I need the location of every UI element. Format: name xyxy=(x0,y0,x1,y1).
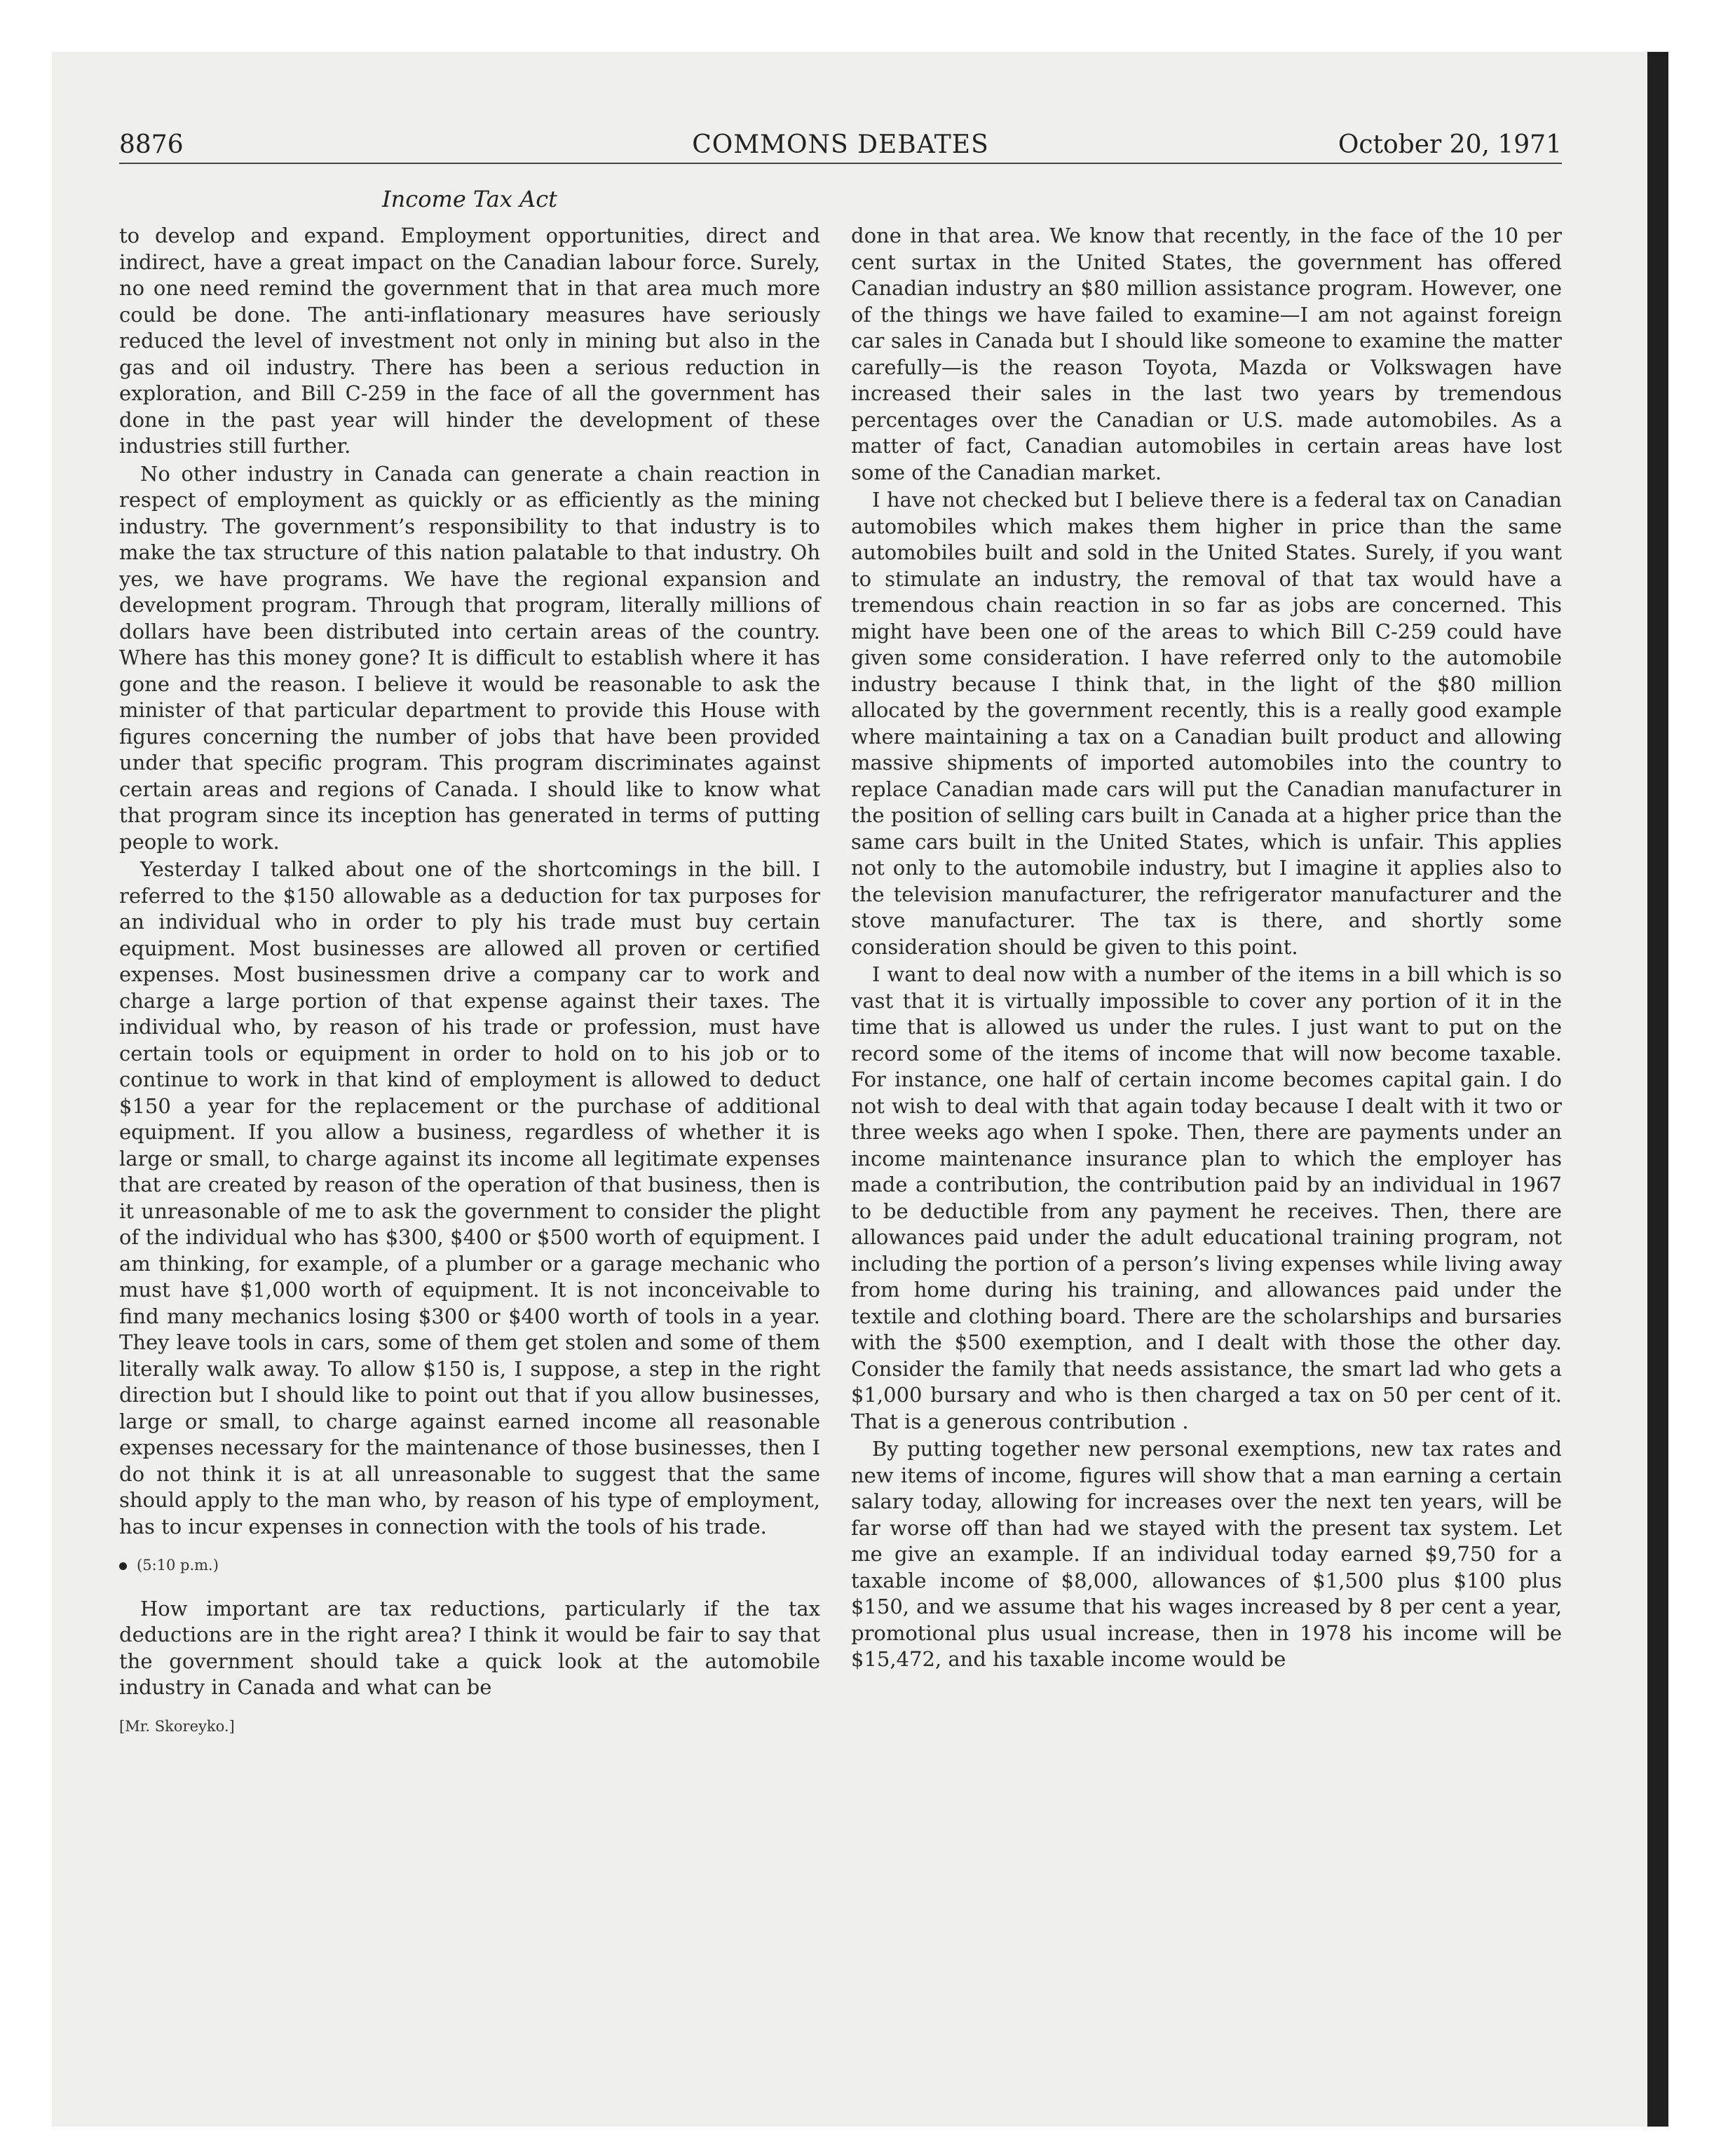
publication-title: COMMONS DEBATES xyxy=(692,130,989,159)
right-paragraph-2: I have not checked but I believe there is a federal tax on Canadian automobiles which makes them higher in price than the same automobiles built and sold in the United States. Surely, if you want to stimulate an industry, the removal of that tax would have a tremendous chain reaction in so far as jobs are concerned. This might have been one of the areas to which Bill C-259 could have given some consideration. I have referred only to the automobile industry because I think that, in the light of the $80 million allocated by the government recently, this is a really good example where maintaining a tax on a Canadian built product and allowing massive shipments of imported automobiles into the country to replace Canadian made cars will put the Canadian manufacturer in the position of selling cars built in Canada at a higher price than the same cars built in the United States, which is unfair. This applies not only to the automobile industry, but I imagine it applies also to the television manufacturer, the refrigerator manufacturer and the stove manufacturer. The tax is there, and shortly some consideration should be given to this point. xyxy=(851,488,1562,959)
section-title: Income Tax Act xyxy=(382,186,557,212)
page-number: 8876 xyxy=(119,130,184,159)
left-column xyxy=(119,223,820,1740)
page-header xyxy=(119,130,1562,164)
right-paragraph-4: By putting together new personal exemptions, new tax rates and new items of income, figures will show that a man earning a certain salary today, allowing for increases over the next ten years, will be far worse off than had we stayed with the present tax system. Let me give an example. If an individual today earned $9,750 for a taxable income of $8,000, allowances of $1,500 plus $100 plus $150, and we assume that his wages increased by 8 per cent a year, promotional plus usual increase, then in 1978 his income will be $15,472, and his taxable income would be xyxy=(851,1437,1562,1671)
right-paragraph-1: done in that area. We know that recently, in the face of the 10 per cent surtax in the United States, the government has offered Canadian industry an $80 million assistance program. However, one of the things we have failed to examine—I am not against foreign car sales in Canada but I should like someone to examine the matter carefully—is the reason Toyota, Mazda or Volkswagen have increased their sales in the last two years by tremendous percentages over the Canadian or U.S. made automobiles. As a matter of fact, Canadian automobiles in certain areas have lost some of the Canadian market. xyxy=(851,224,1562,484)
left-paragraph-1: to develop and expand. Employment opportunities, direct and indirect, have a great impact on the Canadian labour force. Surely, no one need remind the government that in that area much more could be done. The anti-inflationary measures have seriously reduced the level of investment not only in mining but also in the gas and oil industry. There has been a serious reduction in exploration, and Bill C-259 in the face of all the government has done in the past year will hinder the development of these industries still further. xyxy=(119,224,820,458)
right-paragraph-3: I want to deal now with a number of the items in a bill which is so vast that it is virtually impossible to cover any portion of it in the time that is allowed us under the rules. I just want to put on the record some of the items of income that will now become taxable. For instance, one half of certain income becomes capital gain. I do not wish to deal with that again today because I dealt with it two or three weeks ago when I spoke. Then, there are payments under an income maintenance insurance plan to which the employer has made a contribution, the contribution paid by an individual in 1967 to be deductible from any payment he receives. Then, there are allowances paid under the adult educational training program, not including the portion of a person’s living expenses while living away from home during his training, and allowances paid under the textile and clothing board. There are the scholarships and bursaries with the $500 exemption, and I dealt with those the other day. Consider the family that needs assistance, the smart lad who gets a $1,000 bursary and who is then charged a tax on 50 per cent of it. That is a generous contribution . xyxy=(851,962,1562,1433)
left-paragraph-3: Yesterday I talked about one of the shortcomings in the bill. I referred to the $150 allowable as a deduction for tax purposes for an individual who in order to ply his trade must buy certain equipment. Most businesses are allowed all proven or certified expenses. Most businessmen drive a company car to work and charge a large portion of that expense against their taxes. The individual who, by reason of his trade or profession, must have certain tools or equipment in order to hold on to his job or to continue to work in that kind of employment is allowed to deduct $150 a year for the replacement or the purchase of additional equipment. If you allow a business, regardless of whether it is large or small, to charge against its income all legitimate expenses that are created by reason of the operation of that business, then is it unreasonable of me to ask the government to consider the plight of the individual who has $300, $400 or $500 worth of equipment. I am thinking, for example, of a plumber or a garage mechanic who must have $1,000 worth of equipment. It is not inconceivable to find many mechanics losing $300 or $400 worth of tools in a year. They leave tools in cars, some of them get stolen and some of them literally walk away. To allow $150 is, I suppose, a step in the right direction but I should like to point out that if you allow businesses, large or small, to charge against earned income all reasonable expenses necessary for the maintenance of those businesses, then I do not think it is at all unreasonable to suggest that the same should apply to the man who, by reason of his type of employment, has to incur expenses in connection with the tools of his trade. xyxy=(119,857,820,1538)
speaker-note: [Mr. Skoreyko.] xyxy=(119,1717,235,1735)
right-column xyxy=(851,223,1562,1674)
left-paragraph-2: No other industry in Canada can generate a chain reaction in respect of employment as quickly or as efficiently as the mining industry. The government’s responsibility to that industry is to make the tax structure of this nation palatable to that industry. Oh yes, we have programs. We have the regional expansion and development program. Through that program, literally millions of dollars have been distributed into certain areas of the country. Where has this money gone? It is difficult to establish where it has gone and the reason. I believe it would be reasonable to ask the minister of that particular department to provide this House with figures concerning the number of jobs that have been provided under that specific program. This program discriminates against certain areas and regions of Canada. I should like to know what that program since its inception has generated in terms of putting people to work. xyxy=(119,461,820,854)
bullet-icon xyxy=(119,1562,127,1570)
scan-edge-shadow xyxy=(1647,52,1668,2127)
publication-date: October 20, 1971 xyxy=(1338,130,1562,159)
time-marker-text: (5:10 p.m.) xyxy=(137,1557,219,1574)
time-marker xyxy=(119,1553,820,1579)
left-paragraph-4: How important are tax reductions, particularly if the tax deductions are in the right area? I think it would be fair to say that the government should take a quick look at the automobile industry in Canada and what can be xyxy=(119,1596,820,1699)
